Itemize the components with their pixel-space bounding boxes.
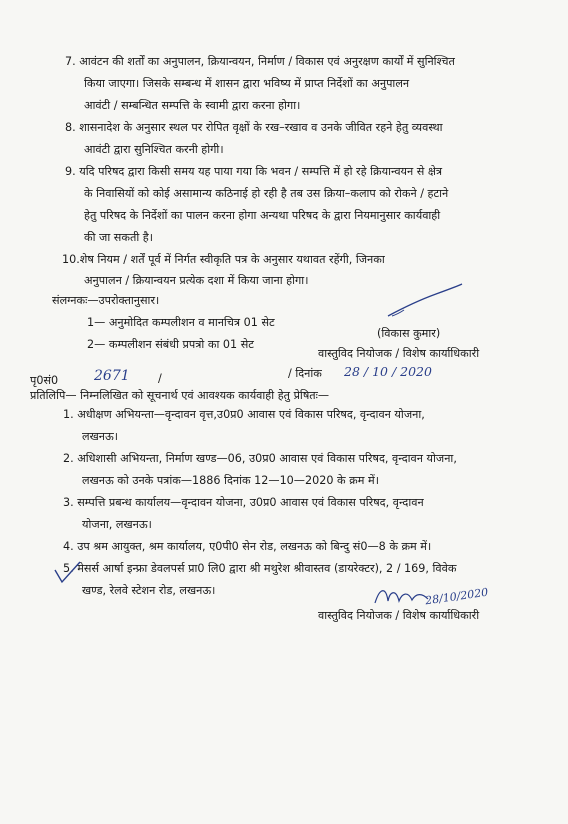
ref-slash: / bbox=[158, 372, 162, 385]
tick-mark bbox=[52, 560, 82, 586]
recipient-3-line-2: योजना, लखनऊ। bbox=[82, 518, 152, 531]
enclosure-item-1: 1— अनुमोदित कम्पलीशन व मानचित्र 01 सेट bbox=[87, 316, 275, 329]
signatory-name: (विकास कुमार) bbox=[377, 327, 441, 340]
recipient-3-line-1: 3. सम्पत्ति प्रबन्ध कार्यालय—वृन्दावन योजना, उ0प्र0 आवास एवं विकास परिषद, वृन्दावन bbox=[63, 496, 424, 509]
signature-mark bbox=[384, 280, 464, 320]
recipient-1-line-2: लखनऊ। bbox=[82, 430, 118, 443]
recipient-4-line-1: 4. उप श्रम आयुक्त, श्रम कार्यालय, ए0पी0 सेन रोड, लखनऊ को बिन्दु सं0—8 के क्रम में। bbox=[63, 540, 432, 553]
clause-7-line-1: 7. आवंटन की शर्तों का अनुपालन, क्रियान्वयन, निर्माण / विकास एवं अनुरक्षण कार्यों में सुनिश्चित bbox=[65, 55, 455, 68]
clause-8-line-1: 8. शासनादेश के अनुसार स्थल पर रोपित वृक्षों के रख–रखाव व उनके जीवित रहने हेतु व्यवस्था bbox=[65, 121, 443, 134]
clause-9-line-4: की जा सकती है। bbox=[84, 231, 153, 244]
clause-7-line-3: आवंटी / सम्बन्धित सम्पत्ति के स्वामी द्वारा करना होगा। bbox=[84, 99, 301, 112]
recipient-1-line-1: 1. अधीक्षण अभियन्ता—वृन्दावन वृत्त,उ0प्र0 आवास एवं विकास परिषद, वृन्दावन योजना, bbox=[63, 408, 425, 421]
recipient-2-line-2: लखनऊ को उनके पत्रांक—1886 दिनांक 12—10—2020 के क्रम में। bbox=[82, 474, 379, 487]
clause-9-line-2: के निवासियों को कोई असामान्य कठिनाई हो रही है तब उस क्रिया–कलाप को रोकने / हटाने bbox=[84, 187, 449, 200]
date-label: / दिनांक bbox=[288, 367, 322, 380]
clause-8-line-2: आवंटी द्वारा सुनिश्चित करनी होगी। bbox=[84, 143, 224, 156]
clause-9-line-1: 9. यदि परिषद द्वारा किसी समय यह पाया गया कि भवन / सम्पत्ति में हो रहे क्रियान्वयन से क्षेत्र bbox=[65, 165, 443, 178]
initials-date: 28/10/2020 bbox=[424, 585, 490, 608]
recipient-2-line-1: 2. अधिशासी अभियन्ता, निर्माण खण्ड—06, उ0प्र0 आवास एवं विकास परिषद, वृन्दावन योजना, bbox=[63, 452, 457, 465]
closing-designation: वास्तुविद नियोजक / विशेष कार्याधिकारी bbox=[318, 609, 480, 622]
clause-9-line-3: हेतु परिषद के निर्देशों का पालन करना होगा अन्यथा परिषद के द्वारा नियमानुसार कार्यवाही bbox=[84, 209, 441, 222]
ref-label: पृ0सं0 bbox=[30, 374, 59, 387]
date-value: 28 / 10 / 2020 bbox=[344, 364, 432, 379]
enclosures-heading: संलग्नकः—उपरोक्तानुसार। bbox=[52, 294, 160, 307]
signatory-designation: वास्तुविद नियोजक / विशेष कार्याधिकारी bbox=[318, 347, 480, 360]
recipient-5-line-1: 5. मेसर्स आर्षा इन्फ्रा डेवलपर्स प्रा0 लि0 द्वारा श्री मथुरेश श्रीवास्तव (डायरेक्टर), 2 / 169, विवेक bbox=[63, 562, 457, 575]
ref-number: 2671 bbox=[94, 368, 130, 384]
clause-10-line-1: 10.शेष नियम / शर्तें पूर्व में निर्गत स्वीकृति पत्र के अनुसार यथावत रहेंगी, जिनका bbox=[62, 253, 385, 266]
recipient-5-line-2: खण्ड, रेलवे स्टेशन रोड, लखनऊ। bbox=[82, 584, 216, 597]
initials-signature bbox=[372, 585, 432, 609]
copy-to-line: प्रतिलिपि— निम्नलिखित को सूचनार्थ एवं आवश्यक कार्यवाही हेतु प्रेषितः— bbox=[30, 389, 330, 402]
clause-7-line-2: किया जाएगा। जिसके सम्बन्ध में शासन द्वारा भविष्य में प्राप्त निर्देशों का अनुपालन bbox=[84, 77, 410, 90]
enclosure-item-2: 2— कम्पलीशन संबंधी प्रपत्रो का 01 सेट bbox=[87, 338, 254, 351]
clause-10-line-2: अनुपालन / क्रियान्वयन प्रत्येक दशा में किया जाना होगा। bbox=[84, 274, 309, 287]
